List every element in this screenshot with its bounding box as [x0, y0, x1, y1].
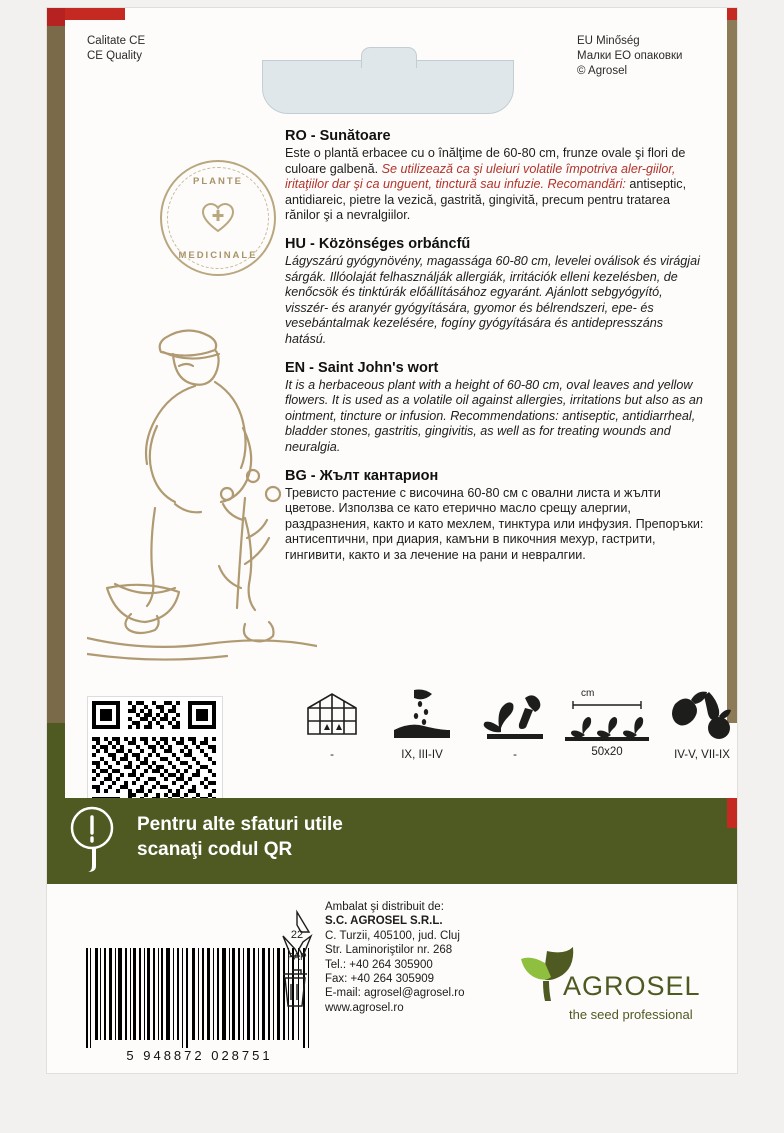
- pictogram-transplant-label: -: [513, 749, 517, 761]
- pictogram-spacing: [559, 688, 655, 758]
- exclamation-icon: [69, 806, 115, 872]
- header-right-line1: EU Minőség: [577, 35, 640, 47]
- qr-banner-line2: scanaţi codul QR: [137, 839, 293, 860]
- seal-bottom-label: MEDICINALE: [178, 250, 258, 261]
- transplant-icon: [481, 688, 549, 742]
- pictogram-harvest-label: IV-V, VII-IX: [674, 749, 730, 761]
- medicinal-plants-seal: [160, 160, 276, 276]
- pictogram-transplant: [477, 688, 553, 761]
- header-right: [577, 34, 682, 79]
- qr-banner-text: [137, 812, 343, 862]
- banner-red-accent: [727, 798, 737, 828]
- ro-text-red: Se utilizează ca şi uleiuri volatile împotriva aler-giilor, iritaţiilor dar şi ca unguent, tinctură sau infuzie. Recomandări:: [285, 161, 676, 192]
- recycle-material: PAP: [287, 952, 307, 963]
- description-en-text: It is a herbaceous plant with a height of 60-80 cm, oval leaves and yellow flowers. It is used as a volatile oil against allergies, irritations but also as an ointment, tincture or infusion. Recommendations: antiseptic, antidiarrheal, bladder stones, gastritis, gingivitis, as well as for treating wounds and neuralgia.: [285, 377, 703, 454]
- distributor-email[interactable]: E-mail: agrosel@agrosel.ro: [325, 987, 465, 1000]
- pictogram-harvest: [647, 688, 757, 761]
- logo-wordmark: AGROSEL: [563, 971, 701, 1001]
- description-hu-text: Lágyszárú gyógynövény, magassága 60-80 cm, levelei oválisok és virágjai sárgák. Illóolaját felhasználják allergiák, irritációk elleni kezelésben, de kenőcsök és tinktúrák előállításához egyaránt. Ajánlott sebgyógyító, visszér- és aranyér gyógyítására, gyomor és bélrendszeri, epe- és vesebántalmak kezelésére, fogíny gyógyítására és antidepresszáns hatású.: [285, 253, 700, 346]
- pictogram-spacing-label: 50x20: [591, 746, 623, 758]
- recycle-code: 22: [290, 929, 304, 941]
- qr-banner: [47, 798, 737, 884]
- spacing-icon: [561, 699, 653, 743]
- seed-packet-back: [47, 8, 737, 1073]
- ro-text-part1: Este o plantă erbacee cu o înălţime de 60-80 cm, frunze ovale şi flori de culoare galbenă.: [285, 146, 686, 176]
- distributor-info: [325, 900, 465, 1015]
- left-red-corner: [47, 8, 65, 26]
- description-bg-title: BG - Жълт кантарион: [285, 467, 439, 484]
- header-left-line2: CE Quality: [87, 50, 142, 62]
- sowing-icon: [390, 688, 454, 742]
- right-brown-band: [727, 20, 737, 723]
- description-ro-text: [285, 146, 705, 224]
- description-en: [285, 360, 705, 456]
- recycling-icons: [277, 908, 317, 1018]
- heart-cross-icon: [201, 203, 235, 233]
- qr-banner-line1: Pentru alte sfaturi utile: [137, 814, 343, 835]
- distributor-fax: Fax: +40 264 305909: [325, 973, 435, 986]
- hang-hole: [262, 60, 514, 114]
- description-ro-title: RO - Sunătoare: [285, 128, 391, 144]
- pictogram-sowing-label: IX, III-IV: [401, 749, 443, 761]
- header-left: [87, 34, 145, 64]
- description-en-title: EN - Saint John's wort: [285, 359, 439, 376]
- distributor-company: S.C. AGROSEL S.R.L.: [325, 915, 443, 928]
- description-bg: [285, 468, 705, 564]
- logo-tagline: the seed professional: [569, 1007, 693, 1022]
- description-bg-text: Тревисто растение с височина 60-80 см с овални листа и жълти цветове. Използва се като етерично масло срещу алергии, раздразнения, както и като мехлем, тинктура или инфузия. Препоръки: антисептични, при диария, камъни в пикочния мехур, гастрити, гингивити, както и за лечение на рани и невралгии.: [285, 485, 704, 562]
- pictogram-spacing-unit: cm: [581, 688, 595, 699]
- distributor-tel: Tel.: +40 264 305900: [325, 958, 433, 971]
- distributor-address2: Str. Laminoriştilor nr. 268: [325, 944, 453, 957]
- greenhouse-icon: [302, 688, 362, 742]
- description-hu: [285, 236, 705, 348]
- harvest-icon: [657, 688, 747, 742]
- trash-bin-icon: [283, 970, 307, 1006]
- distributor-intro: Ambalat şi distribuit de:: [325, 901, 444, 913]
- seal-top-label: PLANTE: [193, 176, 243, 187]
- top-red-strip: [65, 8, 125, 20]
- pictogram-sowing: [377, 688, 467, 761]
- distributor-address1: C. Turzii, 405100, jud. Cluj: [325, 929, 460, 942]
- header-right-line2: Малки ЕО опаковки: [577, 50, 683, 62]
- pictogram-greenhouse: [297, 688, 367, 761]
- barcode-number: 5 948872 028751: [126, 1048, 273, 1063]
- agrosel-logo: [517, 923, 732, 1033]
- left-brown-band: [47, 8, 65, 723]
- pictogram-greenhouse-label: -: [330, 749, 334, 761]
- pictogram-row: [297, 688, 730, 788]
- description-column: [285, 128, 705, 575]
- gardener-illustration: [87, 308, 317, 688]
- ro-text-part2: antiseptic, antidiareic, pietre la vezică, gastrită, gingivită, precum pentru tratarea rănilor şi a nevralgiilor.: [285, 177, 687, 223]
- header-left-line1: Calitate CE: [87, 35, 146, 47]
- header-right-line3: © Agrosel: [577, 65, 628, 77]
- distributor-web[interactable]: www.agrosel.ro: [325, 1001, 404, 1014]
- description-ro: [285, 128, 705, 224]
- description-hu-title: HU - Közönséges orbáncfű: [285, 235, 471, 252]
- top-right-red-strip: [727, 8, 737, 20]
